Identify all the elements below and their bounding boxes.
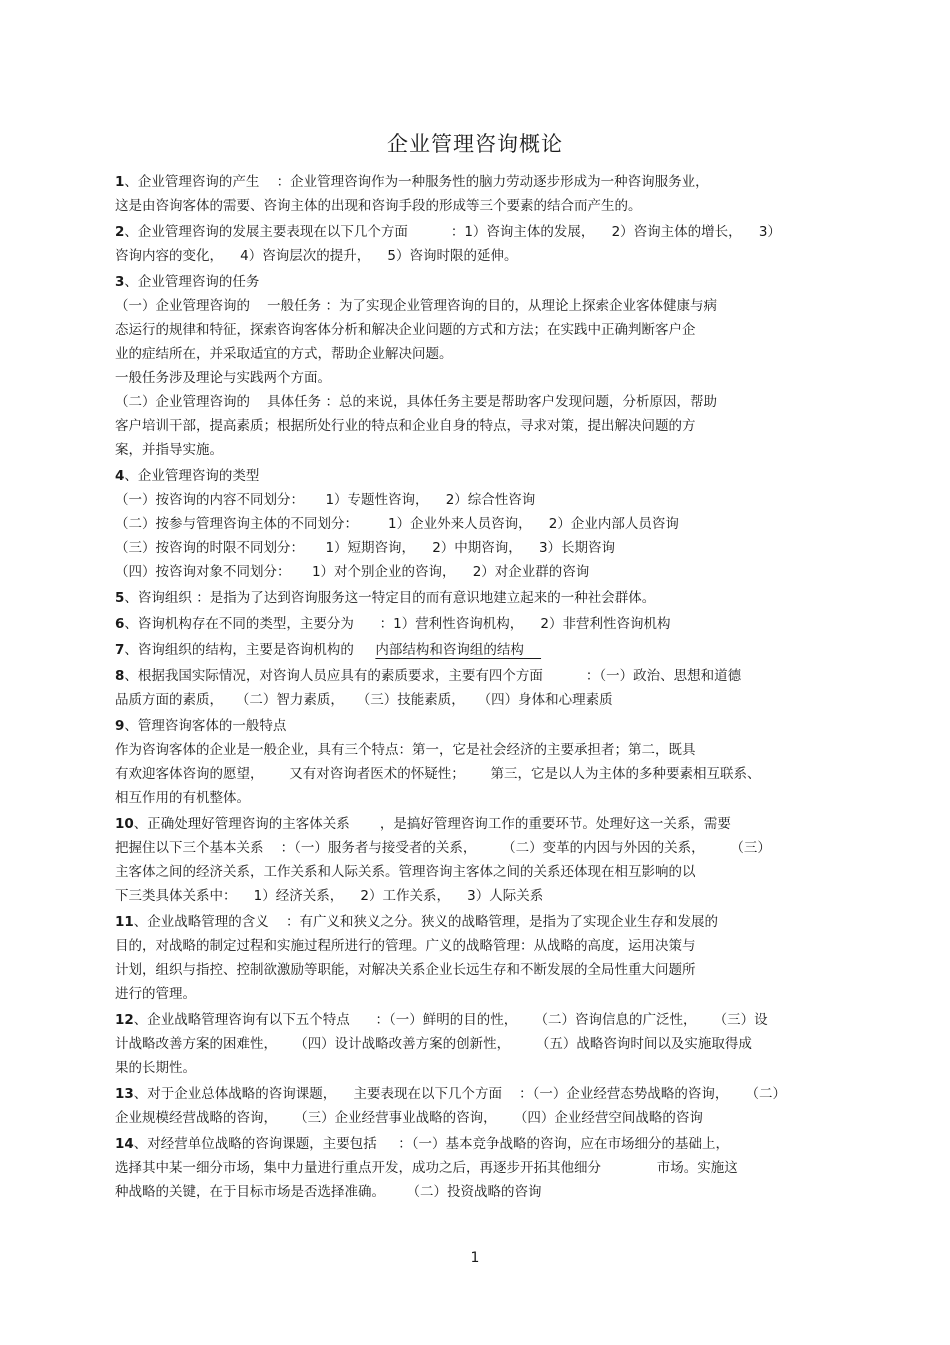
page-title: 企业管理咨询概论	[387, 132, 563, 156]
text-line	[115, 1180, 835, 1204]
item-number: 13	[115, 1086, 134, 1102]
text-line	[115, 512, 835, 536]
line-text: 有欢迎客体咨询的愿望， 又有对咨询者医术的怀疑性； 第三，它是以人为主体的多种要素相互联系、	[115, 766, 761, 782]
line-text: 、企业管理咨询的产生 ：企业管理咨询作为一种服务性的脑力劳动逐步形成为一种咨询服务业，	[124, 174, 709, 190]
text-line	[115, 294, 835, 318]
line-text: 业的症结所在，并采取适宜的方式，帮助企业解决问题。	[115, 346, 453, 362]
list-item	[115, 664, 835, 714]
line-text: 、对于企业总体战略的咨询课题， 主要表现在以下几个方面 ：（一）企业经营态势战略的咨询， （二）	[133, 1086, 787, 1102]
text-line	[115, 1082, 835, 1106]
line-text: （三）按咨询的时限不同划分： 1）短期咨询， 2）中期咨询， 3）长期咨询	[115, 540, 616, 556]
list-item	[115, 812, 835, 910]
line-text: 下三类具体关系中： 1）经济关系， 2）工作关系， 3）人际关系	[115, 888, 544, 904]
text-line	[115, 1106, 835, 1130]
item-number: 1	[115, 174, 125, 190]
line-text: 品质方面的素质， （二）智力素质， （三）技能素质， （四）身体和心理素质	[115, 692, 613, 708]
text-line	[115, 812, 835, 836]
item-number: 8	[115, 668, 125, 684]
line-text: 主客体之间的经济关系，工作关系和人际关系。管理咨询主客体之间的关系还体现在相互影响的以	[115, 864, 696, 880]
line-text: 、咨询组织 ：是指为了达到咨询服务这一特定目的而有意识地建立起来的一种社会群体。	[124, 590, 656, 606]
text-line	[115, 194, 835, 218]
text-line	[115, 638, 835, 662]
line-text: 、咨询组织的结构，主要是咨询机构的	[124, 642, 376, 658]
item-number: 9	[115, 718, 125, 734]
text-line	[115, 1156, 835, 1180]
line-text: 咨询内容的变化， 4）咨询层次的提升， 5）咨询时限的延伸。	[115, 248, 518, 264]
line-text: 、企业战略管理的含义 ：有广义和狭义之分。狭义的战略管理，是指为了实现企业生存和发展的	[133, 914, 718, 930]
underlined-text: 内部结构和咨询组的结构	[375, 642, 542, 658]
text-line	[115, 536, 835, 560]
text-line	[115, 220, 835, 244]
line-text: 计战略改善方案的困难性， （四）设计战略改善方案的创新性， （五）战略咨询时间以及实施取得成	[115, 1036, 752, 1052]
text-line	[115, 586, 835, 610]
line-text: 企业规模经营战略的咨询， （三）企业经营事业战略的咨询， （四）企业经营空间战略的咨询	[115, 1110, 703, 1126]
text-line	[115, 664, 835, 688]
line-text: 果的长期性。	[115, 1060, 196, 1076]
text-line	[115, 560, 835, 584]
text-line	[115, 762, 835, 786]
document-body	[115, 170, 835, 1206]
list-item	[115, 1008, 835, 1082]
text-line	[115, 1132, 835, 1156]
list-item	[115, 270, 835, 464]
list-item	[115, 910, 835, 1008]
text-line	[115, 342, 835, 366]
text-line	[115, 688, 835, 712]
list-item	[115, 612, 835, 638]
list-item	[115, 170, 835, 220]
text-line	[115, 836, 835, 860]
item-number: 14	[115, 1136, 134, 1152]
text-line	[115, 414, 835, 438]
line-text: 、根据我国实际情况，对咨询人员应具有的素质要求，主要有四个方面 ：（一）政治、思想和道德	[124, 668, 742, 684]
text-line	[115, 488, 835, 512]
line-text: 案，并指导实施。	[115, 442, 223, 458]
line-text: 这是由咨询客体的需要、咨询主体的出现和咨询手段的形成等三个要素的结合而产生的。	[115, 198, 642, 214]
item-number: 5	[115, 590, 125, 606]
text-line	[115, 390, 835, 414]
text-line	[115, 170, 835, 194]
list-item	[115, 220, 835, 270]
line-text: 、管理咨询客体的一般特点	[124, 718, 287, 734]
line-text: 、对经营单位战略的咨询课题，主要包括 ：（一）基本竞争战略的咨询，应在市场细分的基础上，	[133, 1136, 730, 1152]
text-line	[115, 1056, 835, 1080]
line-text: 把握住以下三个基本关系 ：（一）服务者与接受者的关系， （二）变革的内因与外因的关系， （三）	[115, 840, 771, 856]
item-number: 4	[115, 468, 125, 484]
line-text: （二）按参与管理咨询主体的不同划分： 1）企业外来人员咨询， 2）企业内部人员咨询	[115, 516, 679, 532]
item-number: 10	[115, 816, 134, 832]
line-text: 选择其中某一细分市场，集中力量进行重点开发，成功之后，再逐步开拓其他细分 市场。实施这	[115, 1160, 738, 1176]
line-text: 一般任务涉及理论与实践两个方面。	[115, 370, 331, 386]
text-line	[115, 366, 835, 390]
text-line	[115, 884, 835, 908]
text-line	[115, 860, 835, 884]
line-text: （一）按咨询的内容不同划分： 1）专题性咨询， 2）综合性咨询	[115, 492, 536, 508]
item-number: 6	[115, 616, 125, 632]
text-line	[115, 738, 835, 762]
line-text: 种战略的关键，在于目标市场是否选择准确。 （二）投资战略的咨询	[115, 1184, 542, 1200]
line-text: 、咨询机构存在不同的类型，主要分为 ：1）营利性咨询机构， 2）非营利性咨询机构	[124, 616, 671, 632]
text-line	[115, 982, 835, 1006]
list-item	[115, 1082, 835, 1132]
line-text: 、企业管理咨询的发展主要表现在以下几个方面 ：1）咨询主体的发展， 2）咨询主体的增长， 3）	[124, 224, 781, 240]
text-line	[115, 270, 835, 294]
list-item	[115, 1132, 835, 1206]
item-number: 7	[115, 642, 125, 658]
text-line	[115, 786, 835, 810]
item-number: 3	[115, 274, 125, 290]
item-number: 12	[115, 1012, 134, 1028]
line-text: 态运行的规律和特征，探索咨询客体分析和解决企业问题的方式和方法；在实践中正确判断客户企	[115, 322, 696, 338]
text-line	[115, 1008, 835, 1032]
item-number: 11	[115, 914, 134, 930]
text-line	[115, 244, 835, 268]
line-text: 客户培训干部，提高素质；根据所处行业的特点和企业自身的特点，寻求对策，提出解决问题的方	[115, 418, 696, 434]
item-number: 2	[115, 224, 125, 240]
line-text: 计划，组织与指控、控制欲激励等职能，对解决关系企业长远生存和不断发展的全局性重大问题所	[115, 962, 696, 978]
line-text: 、正确处理好管理咨询的主客体关系 ，是搞好管理咨询工作的重要环节。处理好这一关系，需要	[133, 816, 731, 832]
text-line	[115, 1032, 835, 1056]
list-item	[115, 638, 835, 664]
line-text: 、企业管理咨询的类型	[124, 468, 260, 484]
text-line	[115, 318, 835, 342]
text-line	[115, 464, 835, 488]
list-item	[115, 714, 835, 812]
text-line	[115, 958, 835, 982]
list-item	[115, 586, 835, 612]
list-item	[115, 464, 835, 586]
line-text: 、企业战略管理咨询有以下五个特点 ：（一）鲜明的目的性， （二）咨询信息的广泛性， （三）设	[133, 1012, 768, 1028]
text-line	[115, 438, 835, 462]
line-text: （一）企业管理咨询的 一般任务 ：为了实现企业管理咨询的目的，从理论上探索企业客体健康与病	[115, 298, 717, 314]
line-text: 进行的管理。	[115, 986, 196, 1002]
text-line	[115, 910, 835, 934]
line-text: 作为咨询客体的企业是一般企业，具有三个特点：第一，它是社会经济的主要承担者；第二，既具	[115, 742, 696, 758]
text-line	[115, 612, 835, 636]
text-line	[115, 714, 835, 738]
line-text: （四）按咨询对象不同划分： 1）对个别企业的咨询， 2）对企业群的咨询	[115, 564, 590, 580]
line-text: （二）企业管理咨询的 具体任务 ：总的来说，具体任务主要是帮助客户发现问题，分析原因，帮助	[115, 394, 717, 410]
line-text: 、企业管理咨询的任务	[124, 274, 260, 290]
line-text: 目的，对战略的制定过程和实施过程所进行的管理。广义的战略管理：从战略的高度，运用决策与	[115, 938, 696, 954]
page-number: 1	[470, 1250, 480, 1266]
line-text: 相互作用的有机整体。	[115, 790, 250, 806]
text-line	[115, 934, 835, 958]
